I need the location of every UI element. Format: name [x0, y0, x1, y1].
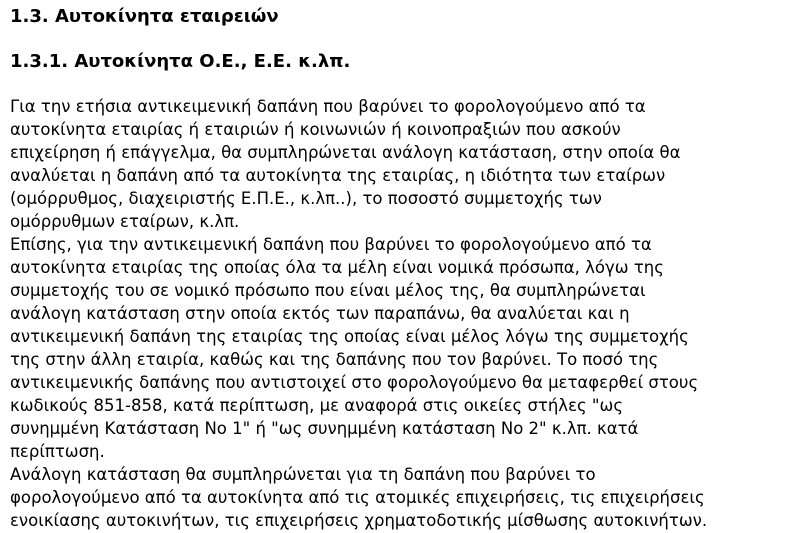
text-line: φορολογούμενο από τα αυτοκίνητα από τις ατομικές επιχειρήσεις, τις επιχειρήσεις: [10, 488, 705, 507]
text-line: κωδικούς 851-858, κατά περίπτωση, με αναφορά στις οικείες στήλες "ως: [10, 396, 624, 415]
text-line: συμμετοχής του σε νομικό πρόσωπο που είναι μέλος της, θα συμπληρώνεται: [10, 281, 646, 300]
text-line: αναλύεται η δαπάνη από τα αυτοκίνητα της εταιρίας, η ιδιότητα των εταίρων: [10, 166, 666, 185]
text-line: ομόρρυθμων εταίρων, κ.λπ.: [10, 212, 240, 231]
document-body: [10, 95, 780, 532]
text-line: αυτοκίνητα εταιρίας ή εταιριών ή κοινωνιών ή κοινοπραξιών που ασκούν: [10, 120, 621, 139]
text-line: αντικειμενικής δαπάνης που αντιστοιχεί στο φορολογούμενο θα μεταφερθεί στους: [10, 373, 699, 392]
text-line: αντικειμενική δαπάνη της εταιρίας της οποίας είναι μέλος λόγω της συμμετοχής: [10, 327, 689, 346]
text-line: της στην άλλη εταιρία, καθώς και της δαπάνης που τον βαρύνει. Το ποσό της: [10, 350, 659, 369]
text-line: ενοικίασης αυτοκινήτων, τις επιχειρήσεις χρηματοδοτικής μίσθωσης αυτοκινήτων.: [10, 511, 708, 530]
text-line: Ανάλογη κατάσταση θα συμπληρώνεται για τη δαπάνη που βαρύνει το: [10, 465, 596, 484]
text-line: Επίσης, για την αντικειμενική δαπάνη που βαρύνει το φορολογούμενο από τα: [10, 235, 652, 254]
section-heading: 1.3. Αυτοκίνητα εταιρειών: [10, 6, 279, 27]
text-line: αυτοκίνητα εταιρίας της οποίας όλα τα μέλη είναι νομικά πρόσωπα, λόγω της: [10, 258, 664, 277]
text-line: Για την ετήσια αντικειμενική δαπάνη που βαρύνει το φορολογούμενο από τα: [10, 97, 646, 116]
text-line: συνημμένη Κατάσταση Νο 1" ή "ως συνημμένη κατάσταση Νο 2" κ.λπ. κατά: [10, 419, 639, 438]
text-line: επιχείρηση ή επάγγελμα, θα συμπληρώνεται ανάλογη κατάσταση, στην οποία θα: [10, 143, 681, 162]
text-line: (ομόρρυθμος, διαχειριστής Ε.Π.Ε., κ.λπ..), το ποσοστό συμμετοχής των: [10, 189, 602, 208]
text-line: ανάλογη κατάσταση στην οποία εκτός των παραπάνω, θα αναλύεται και η: [10, 304, 630, 323]
text-line: περίπτωση.: [10, 442, 105, 461]
paragraph-1: [10, 95, 780, 233]
subsection-heading: 1.3.1. Αυτοκίνητα Ο.Ε., Ε.Ε. κ.λπ.: [10, 51, 351, 72]
paragraph-2: [10, 233, 780, 463]
paragraph-3: [10, 463, 780, 532]
